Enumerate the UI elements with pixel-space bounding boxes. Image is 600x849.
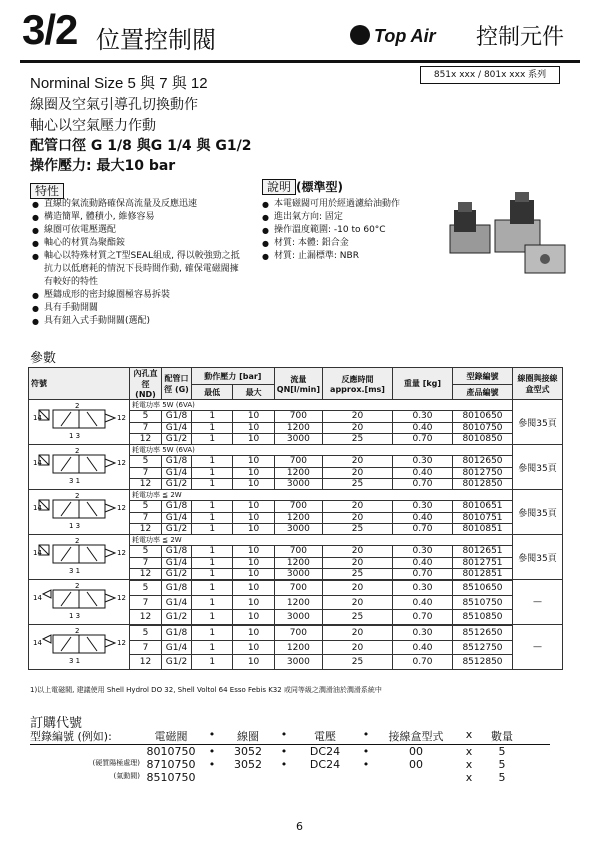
order-cell: 8010750: [146, 745, 196, 758]
description-item: ● 材質: 本體: 鋁合金: [262, 237, 432, 250]
features-list: [32, 198, 242, 328]
svg-text:12: 12: [117, 549, 126, 557]
brand-logo: [350, 26, 436, 47]
valve-symbol-icon: [31, 445, 127, 487]
table-cell: 700: [274, 456, 322, 467]
order-cell: 00: [409, 745, 423, 758]
features-section: [30, 180, 64, 199]
table-cell: 7: [130, 640, 162, 655]
order-header-row: [30, 728, 550, 745]
svg-text:14: 14: [33, 459, 42, 467]
table-cell: 1200: [274, 640, 322, 655]
table-cell: G1/4: [162, 557, 192, 568]
product-image: [440, 190, 570, 280]
feature-item: ● 線圈可依電壓選配: [32, 224, 242, 237]
intro-line-2: 線圈及空氣引導孔切換動作: [30, 97, 198, 113]
col-port: 配管口徑 (G): [162, 368, 192, 400]
svg-text:3 1: 3 1: [69, 657, 81, 665]
table-cell: 8512750: [453, 640, 513, 655]
svg-text:2: 2: [75, 582, 80, 590]
table-cell: 10: [233, 501, 274, 512]
feature-item: ● 壓鑄成形的密封線圈極容易拆裝: [32, 289, 242, 302]
table-cell: 0.70: [393, 655, 453, 670]
table-cell: 700: [274, 546, 322, 557]
table-cell: 3000: [274, 478, 322, 489]
table-cell: 1200: [274, 422, 322, 433]
table-cell: 25: [323, 433, 393, 444]
col-weight: 重量 [kg]: [393, 368, 453, 400]
table-cell: 10: [233, 523, 274, 534]
feature-item: ● 具有手動開關: [32, 302, 242, 315]
col-resp: 反應時間 approx.[ms]: [323, 368, 393, 400]
description-label: 說明: [262, 179, 296, 195]
col-product: 產品編號: [453, 385, 513, 400]
svg-text:12: 12: [117, 414, 126, 422]
feature-item: ● 軸心以特殊材質之T型SEAL組成, 得以較強勁之抵抗力以低磨耗的情況下長時間作動, 確保電磁閥擁有較好的特性: [32, 250, 242, 289]
table-group-header: [29, 490, 563, 501]
table-cell: 0.70: [393, 610, 453, 625]
table-cell: 1: [192, 433, 233, 444]
table-cell: 8012850: [453, 478, 513, 489]
order-cell: •: [280, 728, 288, 741]
symbol-cell: [29, 625, 130, 670]
order-cell: 數量: [491, 730, 513, 743]
table-cell: 8510750: [453, 595, 513, 610]
table-cell: G1/4: [162, 595, 192, 610]
order-cell: [294, 771, 356, 784]
table-cell: 3000: [274, 433, 322, 444]
table-cell: 1: [192, 422, 233, 433]
coil-reference: —: [513, 625, 563, 670]
feature-item: ● 軸心的材質為聚酯銨: [32, 237, 242, 250]
table-cell: 1: [192, 568, 233, 579]
coil-reference: 參閱35頁: [513, 535, 563, 580]
coil-reference: 參閱35頁: [513, 400, 563, 445]
order-cell: •: [208, 745, 216, 758]
order-cell: x: [465, 758, 473, 771]
table-cell: 3000: [274, 568, 322, 579]
order-cell: •: [208, 728, 216, 741]
table-cell: 10: [233, 456, 274, 467]
table-cell: 8512650: [453, 626, 513, 641]
svg-text:2: 2: [75, 537, 80, 545]
valve-symbol-icon: [31, 400, 127, 442]
table-cell: 0.70: [393, 568, 453, 579]
col-model: 型錄編號: [453, 368, 513, 385]
table-cell: G1/8: [162, 456, 192, 467]
coil-reference: 參閱35頁: [513, 445, 563, 490]
footnote: 1)以上電磁閥, 建議使用 Shell Hydrol DO 32, Shell Voltol 64 Esso Febis K32 或同等級之潤滑油於潤滑系統中: [30, 686, 382, 694]
order-cell: •: [362, 758, 370, 771]
table-cell: 1: [192, 640, 233, 655]
table-cell: 20: [323, 467, 393, 478]
description-item: ● 操作溫度範圍: -10 to 60°C: [262, 224, 432, 237]
table-cell: 5: [130, 411, 162, 422]
table-cell: 10: [233, 467, 274, 478]
table-cell: 700: [274, 626, 322, 641]
table-cell: 8010751: [453, 512, 513, 523]
table-cell: 0.70: [393, 433, 453, 444]
table-cell: 5: [130, 456, 162, 467]
svg-text:2: 2: [75, 627, 80, 635]
table-cell: 10: [233, 640, 274, 655]
table-cell: 1: [192, 523, 233, 534]
page-title: 位置控制閥: [96, 26, 216, 54]
table-cell: 0.40: [393, 467, 453, 478]
table-cell: G1/2: [162, 568, 192, 579]
table-cell: 1: [192, 626, 233, 641]
valve-symbol-icon: [31, 580, 127, 622]
table-cell: 20: [323, 581, 393, 596]
table-cell: 5: [130, 501, 162, 512]
table-cell: 1: [192, 512, 233, 523]
order-cell: x: [465, 771, 473, 784]
table-cell: 10: [233, 626, 274, 641]
order-cell: 00: [409, 758, 423, 771]
brand-mark-icon: [350, 25, 370, 45]
table-cell: 20: [323, 411, 393, 422]
table-cell: 700: [274, 581, 322, 596]
order-cell: 5: [498, 758, 506, 771]
table-cell: 7: [130, 422, 162, 433]
spec-table: [28, 367, 563, 670]
power-rating: 耗電功率 ≦ 2W: [130, 535, 513, 546]
description-item: ● 本電磁閥可用於經過濾給油動作: [262, 198, 432, 211]
table-cell: 25: [323, 478, 393, 489]
table-cell: 12: [130, 478, 162, 489]
table-cell: 20: [323, 557, 393, 568]
table-cell: 8012751: [453, 557, 513, 568]
table-group-header: [29, 400, 563, 411]
table-cell: G1/2: [162, 478, 192, 489]
order-cell: •: [208, 758, 216, 771]
table-cell: 3000: [274, 610, 322, 625]
order-cell: DC24: [309, 745, 341, 758]
table-cell: G1/4: [162, 640, 192, 655]
table-cell: 8012750: [453, 467, 513, 478]
svg-text:14: 14: [33, 639, 42, 647]
table-cell: 8010851: [453, 523, 513, 534]
table-cell: 3000: [274, 655, 322, 670]
order-cell: 線圈: [237, 730, 259, 743]
table-cell: 1: [192, 610, 233, 625]
intro-line-1: Norminal Size 5 與 7 與 12: [30, 75, 208, 92]
table-cell: 0.30: [393, 411, 453, 422]
order-code-table: [30, 728, 550, 784]
table-cell: 7: [130, 512, 162, 523]
svg-text:1 3: 1 3: [69, 522, 81, 530]
col-coil: 線圈與接線盒型式: [513, 368, 563, 400]
table-cell: 10: [233, 546, 274, 557]
col-pmin: 最低: [192, 385, 233, 400]
intro-line-5: 操作壓力: 最大10 bar: [30, 158, 176, 174]
col-pressure: 動作壓力 [bar]: [192, 368, 275, 385]
features-label: 特性: [30, 183, 64, 199]
table-cell: 10: [233, 422, 274, 433]
description-item: ● 進出氣方向: 固定: [262, 211, 432, 224]
table-cell: 10: [233, 411, 274, 422]
table-cell: 0.30: [393, 501, 453, 512]
order-cell: •: [280, 758, 288, 771]
order-row: [30, 758, 550, 771]
table-cell: 8510650: [453, 581, 513, 596]
table-cell: 7: [130, 467, 162, 478]
table-cell: 12: [130, 610, 162, 625]
table-cell: 0.30: [393, 546, 453, 557]
order-cell: 型錄編號 (例如):: [30, 730, 112, 743]
table-cell: 10: [233, 581, 274, 596]
order-cell: 8510750: [146, 771, 196, 784]
table-cell: 10: [233, 557, 274, 568]
table-cell: 0.30: [393, 456, 453, 467]
order-cell: (氣動閥): [113, 772, 140, 780]
header-divider: [20, 60, 580, 63]
table-cell: 8012651: [453, 546, 513, 557]
table-cell: 8010650: [453, 411, 513, 422]
symbol-cell: [29, 445, 130, 490]
description-section: [262, 178, 343, 195]
table-cell: G1/2: [162, 523, 192, 534]
svg-text:1 3: 1 3: [69, 432, 81, 440]
table-cell: 12: [130, 433, 162, 444]
svg-text:2: 2: [75, 447, 80, 455]
table-cell: G1/4: [162, 512, 192, 523]
params-title: 參數: [30, 351, 57, 366]
svg-text:2: 2: [75, 402, 80, 410]
intro-line-3: 軸心以空氣壓力作動: [30, 118, 156, 134]
table-cell: 0.40: [393, 557, 453, 568]
table-cell: 1200: [274, 512, 322, 523]
table-cell: 1: [192, 501, 233, 512]
table-cell: 10: [233, 433, 274, 444]
table-cell: G1/2: [162, 610, 192, 625]
table-cell: 0.30: [393, 581, 453, 596]
table-cell: 0.40: [393, 595, 453, 610]
table-cell: 8512850: [453, 655, 513, 670]
table-cell: 0.40: [393, 422, 453, 433]
svg-text:2: 2: [75, 492, 80, 500]
order-cell: [356, 771, 376, 784]
order-row: [30, 745, 550, 758]
order-cell: (硬質陽極處理): [92, 759, 140, 767]
power-rating: 耗電功率 ≦ 2W: [130, 490, 513, 501]
svg-text:3 1: 3 1: [69, 477, 81, 485]
description-item: ● 材質: 止漏標準: NBR: [262, 250, 432, 263]
svg-text:12: 12: [117, 459, 126, 467]
table-cell: 25: [323, 568, 393, 579]
table-cell: 20: [323, 546, 393, 557]
table-cell: G1/8: [162, 501, 192, 512]
table-cell: 8010850: [453, 433, 513, 444]
order-title: 訂購代號: [30, 716, 83, 731]
col-bore: 內孔直徑 (ND): [130, 368, 162, 400]
svg-text:14: 14: [33, 504, 42, 512]
symbol-cell: [29, 400, 130, 445]
table-cell: 20: [323, 595, 393, 610]
table-cell: 10: [233, 655, 274, 670]
feature-item: ● 直線的氣流動路確保高流量及反應迅速: [32, 198, 242, 211]
table-cell: G1/8: [162, 626, 192, 641]
table-cell: 1200: [274, 467, 322, 478]
table-cell: 0.30: [393, 626, 453, 641]
order-cell: •: [280, 745, 288, 758]
table-cell: 1: [192, 581, 233, 596]
order-cell: [222, 771, 274, 784]
table-cell: 12: [130, 655, 162, 670]
order-cell: •: [362, 728, 370, 741]
table-cell: G1/2: [162, 655, 192, 670]
table-cell: 1: [192, 456, 233, 467]
svg-text:12: 12: [117, 594, 126, 602]
table-cell: 700: [274, 411, 322, 422]
order-cell: •: [362, 745, 370, 758]
table-cell: 1: [192, 546, 233, 557]
order-cell: 接線盒型式: [388, 730, 444, 743]
symbol-cell: [29, 535, 130, 580]
svg-text:12: 12: [117, 504, 126, 512]
table-cell: 20: [323, 456, 393, 467]
valve-symbol-icon: [31, 625, 127, 667]
table-cell: 12: [130, 523, 162, 534]
series-label: 851x xxx / 801x xxx 系列: [420, 66, 560, 84]
table-cell: 10: [233, 512, 274, 523]
col-symbol: 符號: [29, 368, 130, 400]
coil-reference: —: [513, 580, 563, 625]
symbol-cell: [29, 490, 130, 535]
table-cell: 1200: [274, 595, 322, 610]
order-cell: 3052: [234, 758, 262, 771]
symbol-cell: [29, 580, 130, 625]
table-cell: G1/2: [162, 433, 192, 444]
svg-text:12: 12: [117, 639, 126, 647]
order-cell: [30, 745, 140, 758]
table-cell: G1/4: [162, 422, 192, 433]
table-cell: 8012650: [453, 456, 513, 467]
brand-name: Top Air: [374, 26, 436, 46]
table-cell: 1: [192, 467, 233, 478]
table-cell: 10: [233, 478, 274, 489]
table-cell: G1/8: [162, 581, 192, 596]
table-cell: 25: [323, 655, 393, 670]
table-cell: 25: [323, 610, 393, 625]
table-cell: 1: [192, 595, 233, 610]
table-cell: 0.70: [393, 478, 453, 489]
table-cell: 7: [130, 557, 162, 568]
table-group-header: [29, 535, 563, 546]
power-rating: 耗電功率 5W (6VA): [130, 445, 513, 456]
table-cell: 1: [192, 478, 233, 489]
coil-reference: 參閱35頁: [513, 490, 563, 535]
table-cell: 3000: [274, 523, 322, 534]
feature-item: ● 具有鈕入式手動開關(選配): [32, 315, 242, 328]
table-cell: 1: [192, 557, 233, 568]
table-cell: 8012851: [453, 568, 513, 579]
table-cell: G1/8: [162, 546, 192, 557]
table-cell: 20: [323, 640, 393, 655]
table-cell: G1/8: [162, 411, 192, 422]
col-flow: 流量 QN[l/min]: [274, 368, 322, 400]
order-cell: DC24: [309, 758, 341, 771]
table-cell: 8510850: [453, 610, 513, 625]
table-cell: 0.40: [393, 512, 453, 523]
order-cell: 8710750: [146, 758, 196, 771]
table-cell: 5: [130, 626, 162, 641]
page-number: 6: [296, 820, 303, 833]
svg-text:14: 14: [33, 594, 42, 602]
description-label-suffix: (標準型): [296, 180, 343, 194]
table-cell: 5: [130, 581, 162, 596]
table-cell: 1: [192, 655, 233, 670]
table-cell: 1200: [274, 557, 322, 568]
order-cell: [274, 771, 294, 784]
table-cell: 8010750: [453, 422, 513, 433]
table-group-header: [29, 445, 563, 456]
table-cell: G1/4: [162, 467, 192, 478]
table-cell: 20: [323, 626, 393, 641]
svg-text:3 1: 3 1: [69, 567, 81, 575]
order-row: [30, 771, 550, 784]
table-cell: 25: [323, 523, 393, 534]
order-cell: 電磁閥: [154, 730, 188, 743]
valve-symbol-icon: [31, 490, 127, 532]
description-list: [262, 198, 432, 263]
svg-text:14: 14: [33, 549, 42, 557]
page-title-code: 3/2: [22, 6, 78, 53]
valve-symbol-icon: [31, 535, 127, 577]
table-cell: 700: [274, 501, 322, 512]
table-cell: 10: [233, 610, 274, 625]
order-cell: 5: [498, 745, 506, 758]
table-cell: 0.70: [393, 523, 453, 534]
table-cell: 12: [130, 568, 162, 579]
table-cell: 10: [233, 595, 274, 610]
table-cell: 20: [323, 501, 393, 512]
intro-line-4: 配管口徑 G 1/8 與G 1/4 與 G1/2: [30, 138, 252, 154]
order-cell: [376, 771, 456, 784]
svg-text:1 3: 1 3: [69, 612, 81, 620]
table-cell: 7: [130, 595, 162, 610]
order-cell: 電壓: [314, 730, 336, 743]
table-cell: 10: [233, 568, 274, 579]
order-cell: 5: [498, 771, 506, 784]
table-cell: 1: [192, 411, 233, 422]
feature-item: ● 構造簡單, 體積小, 維修容易: [32, 211, 242, 224]
table-cell: 0.40: [393, 640, 453, 655]
svg-text:14: 14: [33, 414, 42, 422]
table-cell: 5: [130, 546, 162, 557]
order-cell: x: [465, 745, 473, 758]
order-cell: 3052: [234, 745, 262, 758]
table-cell: 20: [323, 512, 393, 523]
col-pmax: 最大: [233, 385, 274, 400]
order-cell: x: [465, 728, 473, 741]
header-category: 控制元件: [476, 25, 565, 50]
order-cell: [202, 771, 222, 784]
table-cell: 8010651: [453, 501, 513, 512]
table-cell: 20: [323, 422, 393, 433]
power-rating: 耗電功率 5W (6VA): [130, 400, 513, 411]
